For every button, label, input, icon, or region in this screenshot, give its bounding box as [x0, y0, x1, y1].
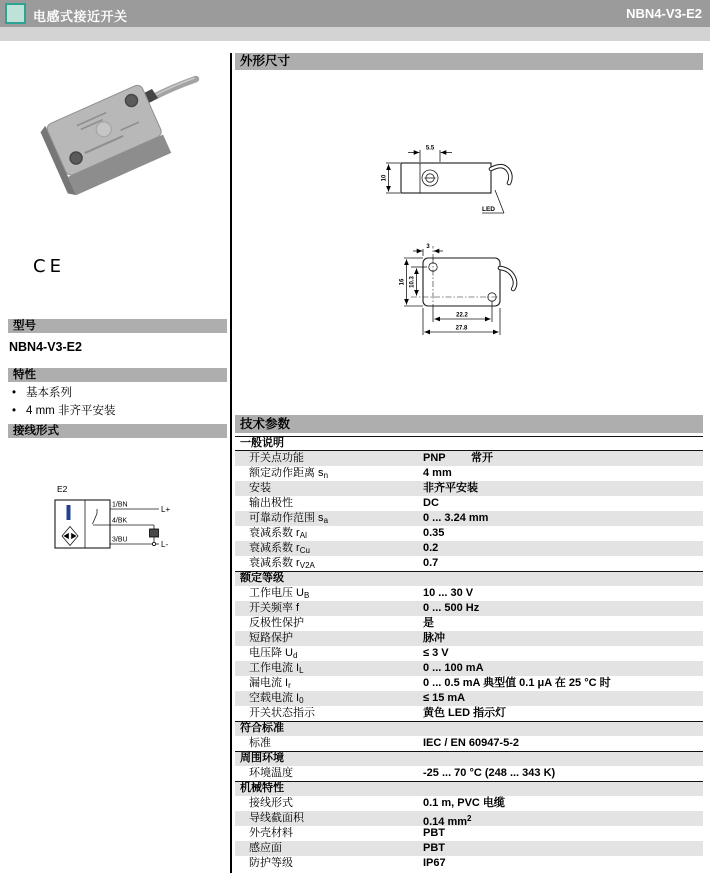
table-row: 工作电流 $I_L$ 0 ... 100 mA	[235, 661, 703, 676]
dim-height-inner: 10.3	[409, 276, 416, 288]
table-section-header: 机械特性	[235, 781, 703, 796]
header-bar	[0, 0, 710, 27]
wire-node	[152, 542, 155, 545]
connection-section-header: 接线形式	[8, 424, 227, 438]
table-row: 工作电压 $U_B$ 10 ... 30 V	[249, 587, 474, 600]
table-row: 衰减系数 $r_{Al}$ 0.35	[249, 527, 445, 540]
table-section-header: 一般说明	[235, 436, 703, 451]
table-row: 接线形式 0.1 m, PVC 电缆	[249, 797, 505, 809]
top-view-drawing	[400, 244, 515, 335]
table-row: 开关状态指示 黄色 LED 指示灯	[249, 707, 507, 719]
wire2-label: 4/BK	[112, 517, 128, 525]
wiring-type-label: E2	[57, 484, 68, 494]
load-symbol	[150, 529, 159, 537]
supply-positive-label: L+	[161, 505, 171, 514]
sensor-output-symbol	[62, 527, 78, 546]
technical-data-section-header: 技术参数	[235, 415, 703, 433]
feature-item: • 基本系列	[8, 384, 227, 402]
dimensions-section-header: 外形尺寸	[235, 53, 703, 70]
dim-height-left: 10	[381, 174, 388, 182]
table-row: 安装 非齐平安装	[235, 481, 703, 496]
table-row: 环境温度 -25 ... 70 °C (248 ... 343 K)	[249, 767, 556, 779]
side-view-drawing	[382, 146, 511, 214]
table-row: 额定动作距离 $s_n$ 4 mm	[249, 467, 452, 480]
dim-width-inner: 22.2	[456, 312, 468, 319]
table-section-header: 额定等级	[235, 571, 703, 586]
feature-item: • 4 mm 非齐平安装	[8, 402, 227, 420]
led-indicator-label: LED	[482, 206, 495, 213]
table-row: 开关点功能 PNP 常开	[235, 451, 703, 466]
table-row: 输出极性 DC	[249, 497, 439, 509]
table-row: 开关频率 f 0 ... 500 Hz	[235, 601, 703, 616]
table-row: 标准 IEC / EN 60947-5-2	[249, 737, 519, 749]
column-divider	[230, 53, 232, 873]
table-section-header: 符合标准	[235, 721, 703, 736]
table-row: 可靠动作范围 $s_a$ 0 ... 3.24 mm	[235, 511, 703, 526]
header-substrip	[0, 27, 710, 41]
brand-square-icon	[5, 3, 26, 24]
table-section-header: 周围环境	[235, 751, 703, 766]
dim-width-outer: 27.8	[455, 325, 468, 332]
wire1-label: 1/BN	[112, 501, 128, 509]
dim-offset-top: 3	[426, 244, 430, 250]
wire3-label: 3/BU	[112, 536, 128, 544]
wiring-diagram	[48, 478, 182, 558]
feature-list	[8, 384, 227, 420]
table-row: 空载电流 $I_0$ ≤ 15 mA	[235, 691, 703, 706]
table-row: 电压降 $U_d$ ≤ 3 V	[249, 647, 449, 660]
table-row: 衰减系数 $r_{Cu}$ 0.2	[235, 541, 703, 556]
supply-negative-label: L-	[161, 540, 169, 549]
table-row: 衰减系数 $r_{V2A}$ 0.7	[249, 557, 439, 570]
product-type-title: 电感式接近开关	[33, 9, 128, 24]
inductive-symbol-bar	[67, 505, 71, 520]
tech-table	[235, 436, 703, 871]
table-row: 感应面 PBT	[235, 841, 703, 856]
table-row: 漏电流 $I_r$ 0 ... 0.5 mA 典型值 0.1 μA 在 25 °C 时	[249, 677, 611, 690]
product-photo	[40, 66, 210, 201]
ce-mark: CE	[33, 256, 65, 277]
table-row: 外壳材料 PBT	[249, 827, 445, 839]
dim-height-outer: 16	[399, 278, 406, 286]
header-model: NBN4-V3-E2	[626, 6, 702, 21]
table-row: 防护等级 IP67	[249, 857, 446, 869]
sensor-cable	[150, 79, 196, 99]
model-number: NBN4-V3-E2	[9, 340, 82, 354]
table-row: 导线截面积 0.14 $mm^2$	[235, 811, 703, 826]
table-row: 短路保护 脉冲	[235, 631, 703, 646]
model-section-header: 型号	[8, 319, 227, 333]
features-section-header: 特性	[8, 368, 227, 382]
dim-width-top: 5.5	[425, 145, 435, 152]
dimension-drawings	[378, 142, 710, 342]
table-row: 反极性保护 是	[249, 617, 434, 629]
